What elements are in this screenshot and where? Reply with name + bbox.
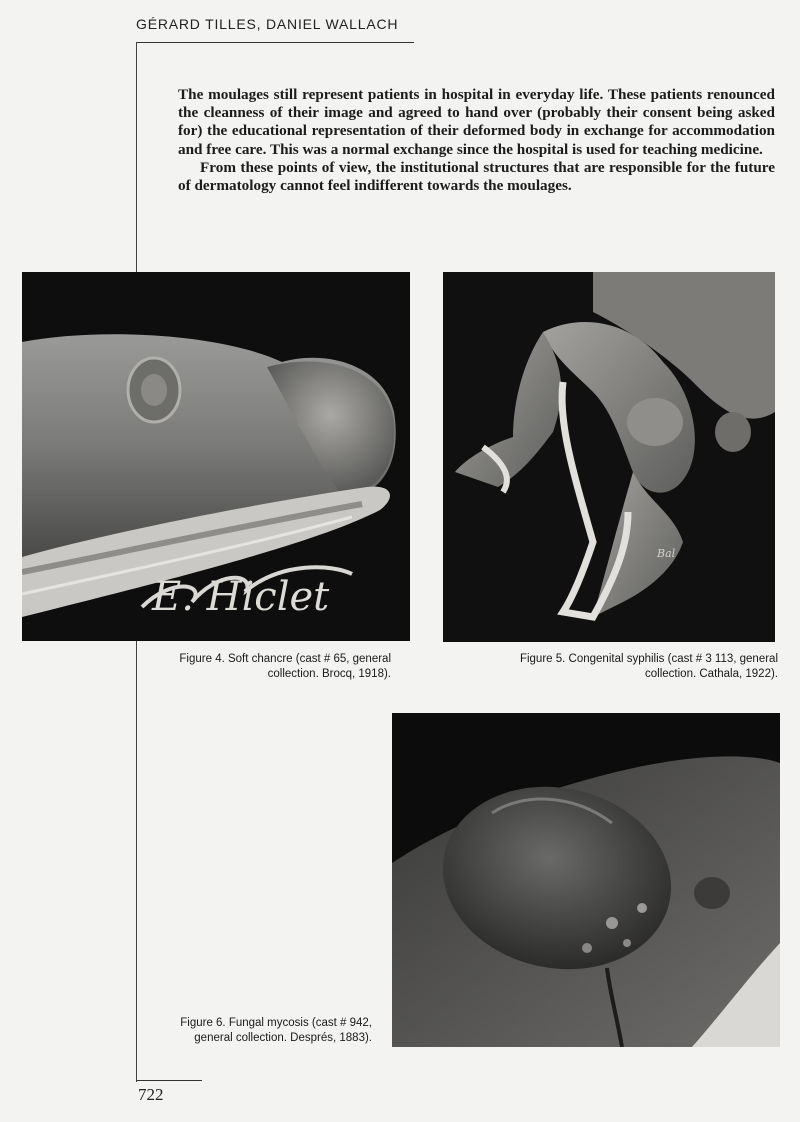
footer-rule [136, 1080, 202, 1081]
figure-5-signature: Bal [657, 547, 676, 560]
page-number: 722 [138, 1085, 164, 1104]
figure-6-photo [392, 713, 780, 1047]
figure-6-caption: Figure 6. Fungal mycosis (cast # 942, general collection. Després, 1883). [180, 1017, 372, 1044]
figure-5-photo [443, 272, 775, 642]
header-rule [136, 42, 414, 43]
paragraph-1: The moulages still represent patients in hospital in everyday life. These patients renounced the cleanness of their image and agreed to hand over (probably their consent being asked for) the educational representation of their deformed body in exchange for accommodation and free care. This was a normal exchange since the hospital is used for teaching medicine. [178, 86, 775, 158]
running-head: GÉRARD TILLES, DANIEL WALLACH [136, 16, 399, 32]
body-text [178, 86, 775, 195]
figure-5-caption: Figure 5. Congenital syphilis (cast # 3 113, general collection. Cathala, 1922). [519, 653, 778, 680]
figure-4-photo [22, 272, 410, 641]
figure-4-signature: E. Hiclet [152, 574, 330, 620]
figure-4-caption: Figure 4. Soft chancre (cast # 65, general collection. Brocq, 1918). [179, 653, 391, 680]
paragraph-2: From these points of view, the institutional structures that are responsible for the future of dermatology cannot feel indifferent towards the moulages. [178, 158, 775, 195]
